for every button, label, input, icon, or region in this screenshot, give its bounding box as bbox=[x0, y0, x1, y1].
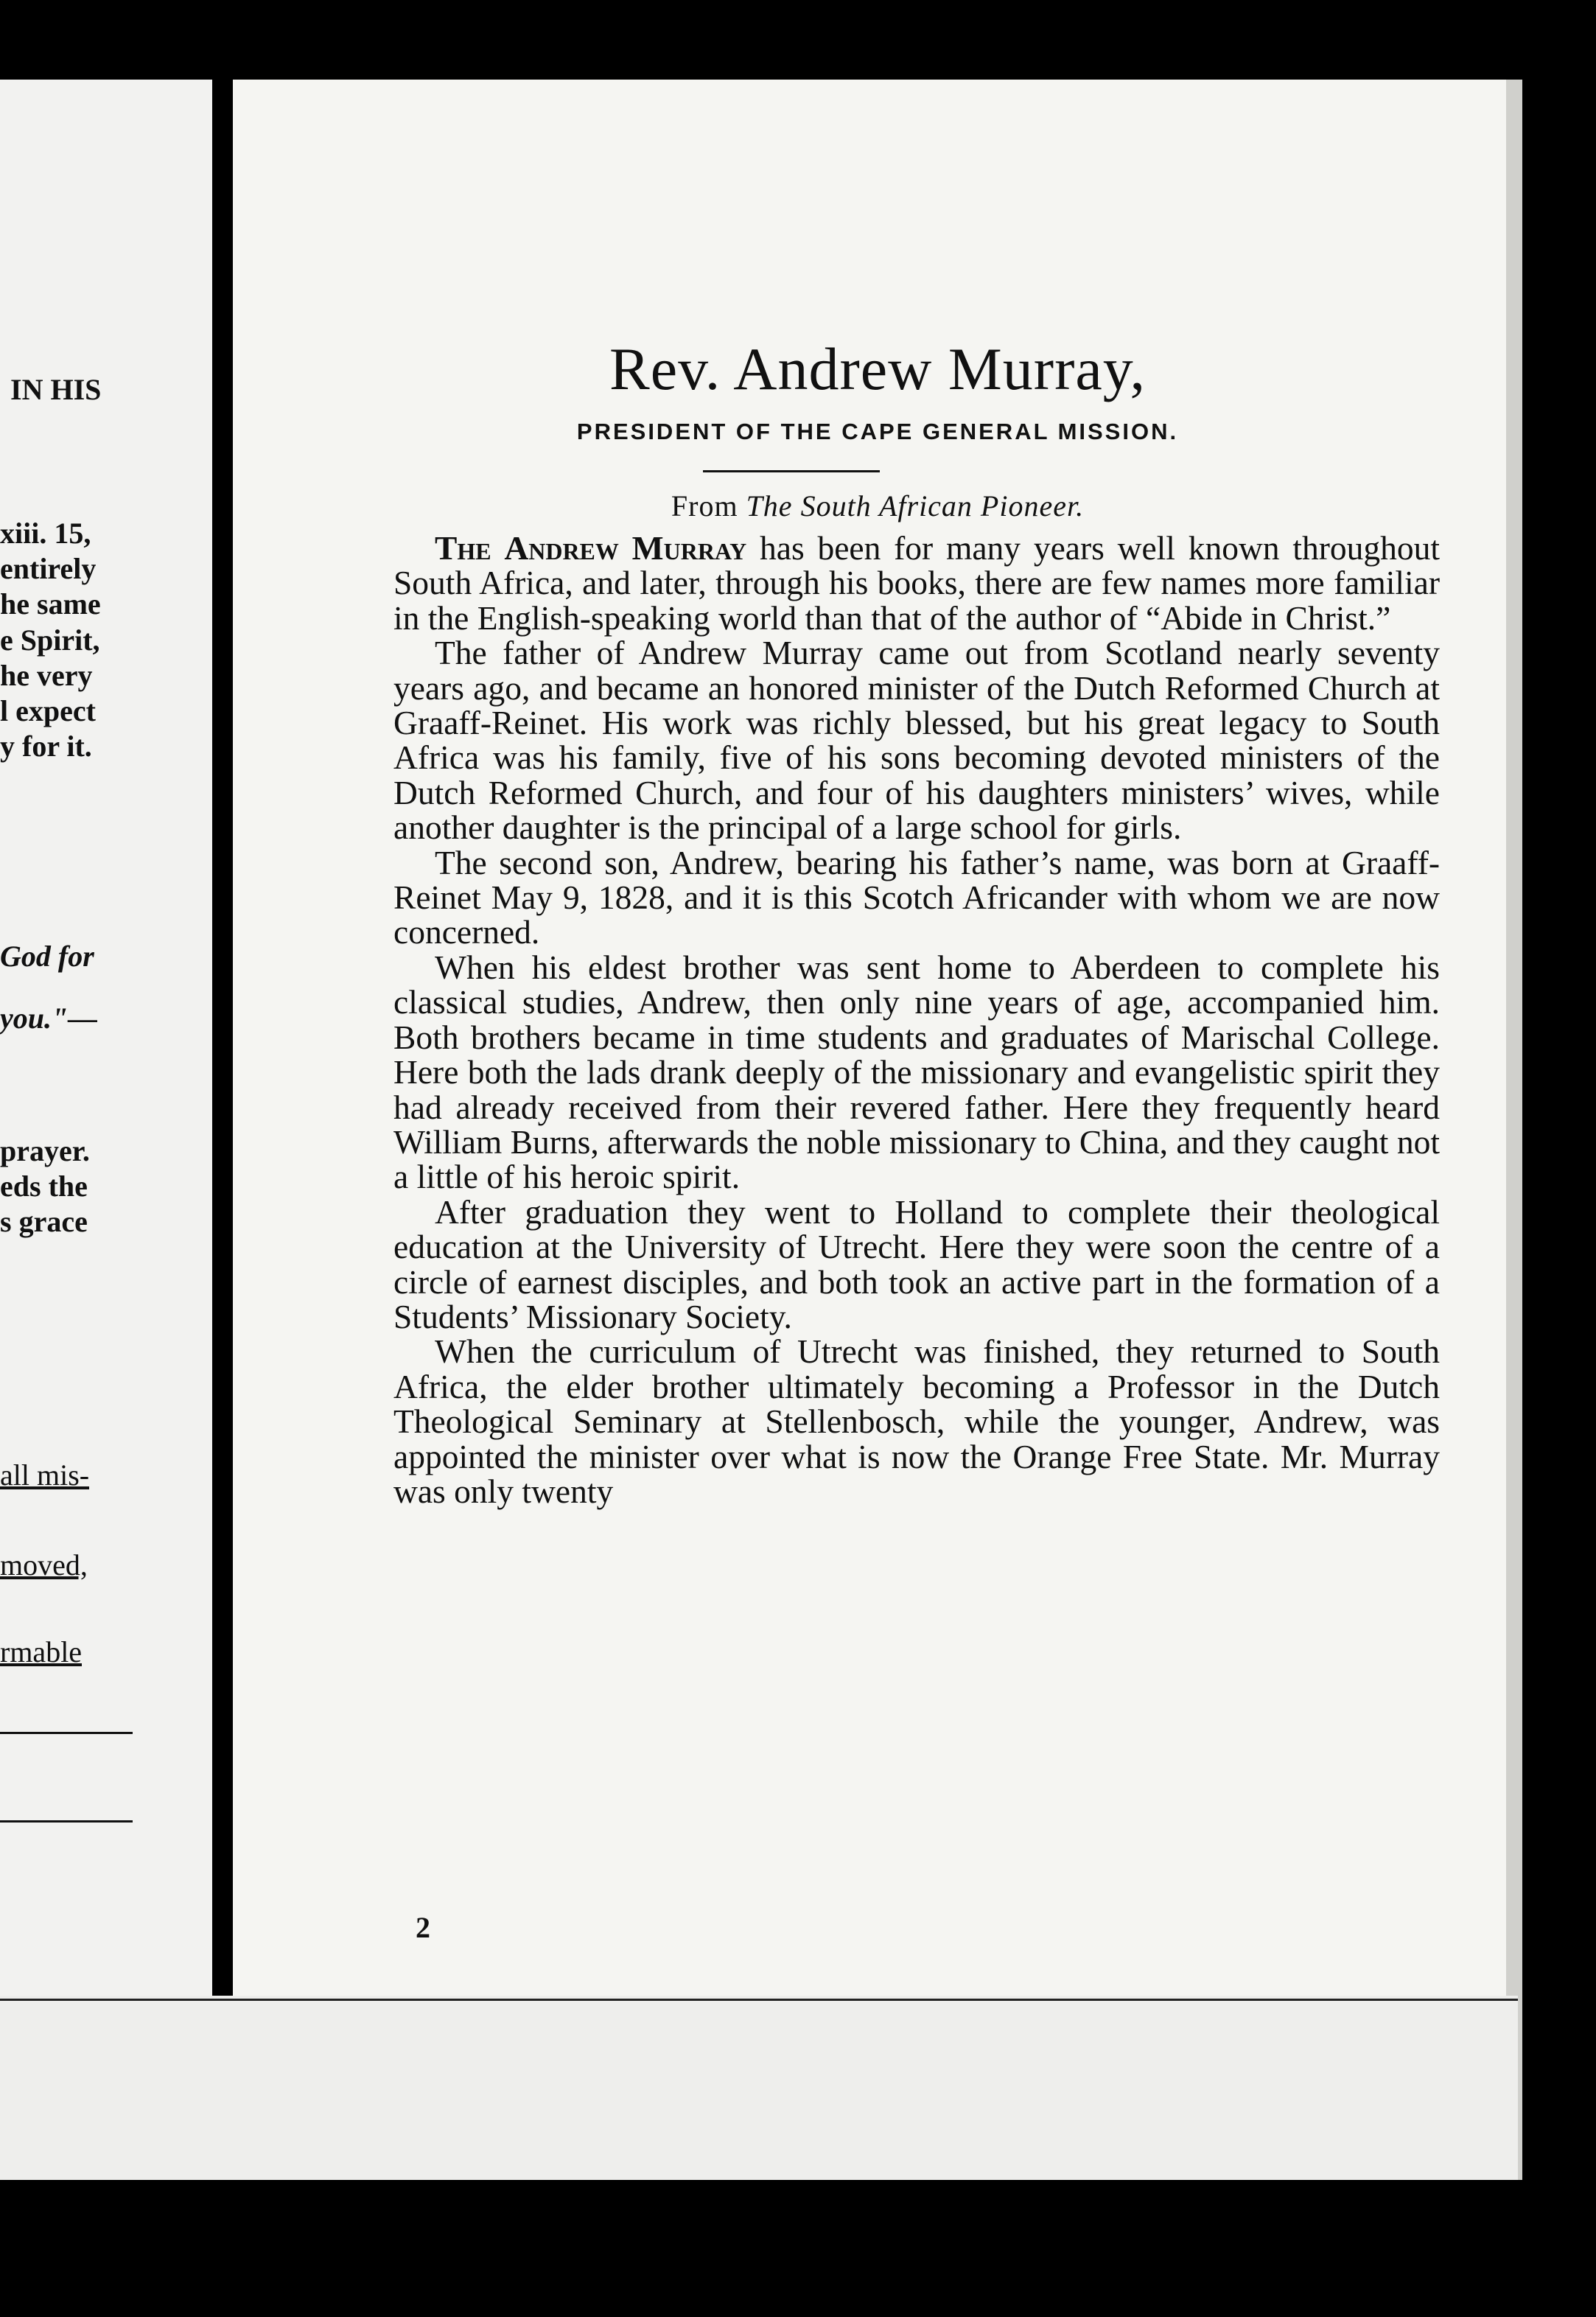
left-page-line: s grace bbox=[0, 1205, 88, 1238]
paragraph-1-text: has been for many years well known throughout South Africa, and later, through his books, there are few names more familiar in the English-speaking world than that of the author of “Abide in Christ.” bbox=[393, 529, 1441, 637]
paragraph-1 bbox=[393, 531, 1440, 635]
left-page-line: prayer. bbox=[0, 1134, 90, 1167]
left-page-fragment bbox=[0, 80, 212, 1996]
paragraph-5: After graduation they went to Holland to complete their theological education at the University of Utrecht. Here they were soon the centre of a circle of earnest disciples, and both took an active part in the formation of a Students’ Missionary Society. bbox=[393, 1192, 1440, 1335]
bottom-margin bbox=[0, 1996, 1518, 2180]
article-source bbox=[233, 489, 1522, 523]
left-page-line: entirely bbox=[0, 552, 97, 585]
left-page-line: all mis- bbox=[0, 1458, 90, 1492]
paragraph-4: When his eldest brother was sent home to Aberdeen to complete his classical studies, Andrew, then only nine years of age, accompanied him. Both brothers became in time students and graduates of Marischal College. Here both the lads drank deeply of the missionary and evangelistic spirit they had already received from their revered father. Here they frequently heard William Burns, afterwards the noble missionary to China, and they caught not a little of his heroic spirit. bbox=[393, 948, 1440, 1196]
left-page-line: y for it. bbox=[0, 730, 92, 763]
bottom-rule bbox=[0, 1999, 1518, 2001]
source-title: The South African Pioneer. bbox=[746, 489, 1085, 523]
left-page-line: l expect bbox=[0, 694, 96, 727]
article-body bbox=[393, 531, 1440, 1509]
paragraph-6: When the curriculum of Utrecht was finished, they returned to South Africa, the elder brother ultimately becoming a Professor in the Dutch Theological Seminary at Stellenbosch, while the younger, Andrew, was appointed the minister over what is now the Orange Free State. Mr. Murray was only twenty bbox=[393, 1332, 1440, 1510]
article-title: Rev. Andrew Murray, bbox=[609, 335, 1146, 402]
left-page-line: xiii. 15, bbox=[0, 517, 91, 550]
main-page bbox=[233, 80, 1522, 2180]
left-page-line: he same bbox=[0, 587, 101, 621]
left-page-rule bbox=[0, 1820, 133, 1823]
left-page-line: moved, bbox=[0, 1548, 88, 1582]
left-page-line: God for bbox=[0, 940, 94, 973]
page-number: 2 bbox=[416, 1911, 430, 1944]
title-divider bbox=[703, 470, 880, 472]
left-page-line: e Spirit, bbox=[0, 623, 100, 657]
paragraph-1-name: Andrew Murray bbox=[504, 529, 747, 567]
left-page-rule bbox=[0, 1732, 133, 1734]
left-page-line: IN HIS bbox=[10, 373, 102, 406]
left-page-line: you."— bbox=[0, 1002, 98, 1035]
paragraph-3: The second son, Andrew, bearing his father’s name, was born at Graaff-Reinet May 9, 1828, and it is this Scotch Africander with whom we are now concerned. bbox=[393, 843, 1440, 951]
left-page-line: he very bbox=[0, 659, 93, 692]
left-page-line: eds the bbox=[0, 1170, 88, 1203]
paragraph-1-lead: The bbox=[435, 529, 491, 567]
source-prefix: From bbox=[671, 489, 738, 523]
article-subtitle: PRESIDENT OF THE CAPE GENERAL MISSION. bbox=[576, 419, 1179, 444]
paragraph-2: The father of Andrew Murray came out from Scotland nearly seventy years ago, and became an honored minister of the Dutch Reformed Church at Graaff-Reinet. His work was richly blessed, but his great legacy to South Africa was his family, five of his sons becoming devoted ministers of the Dutch Reformed Church, and four of his daughters ministers’ wives, while another daughter is the principal of a large school for girls. bbox=[393, 634, 1440, 847]
left-page-line: rmable bbox=[0, 1635, 83, 1668]
